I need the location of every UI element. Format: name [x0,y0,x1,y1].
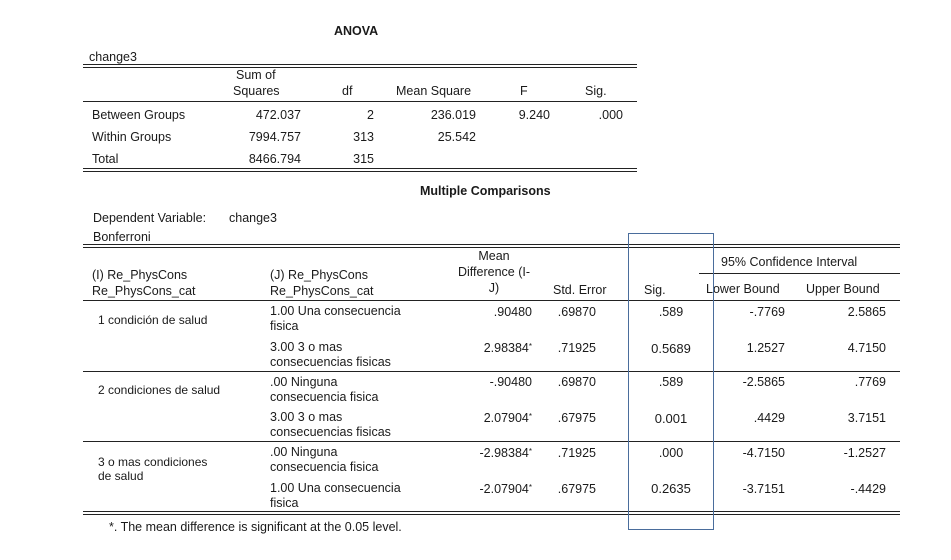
anova-cell-ss: 8466.794 [248,152,301,166]
anova-cell-ss: 7994.757 [248,130,301,144]
mc-cell-lower: -4.7150 [742,446,785,460]
mc-ci-rule [699,273,900,274]
anova-header-ss-2: Squares [233,84,280,98]
anova-bottom-rule-2 [83,171,637,172]
mc-cell-se: .67975 [557,411,596,425]
anova-header-ms: Mean Square [396,84,472,98]
mc-header-md-2: Difference (I- [457,265,530,279]
mc-cell-md: 2.98384 [483,341,529,355]
mc-cell-md: .90480 [493,305,532,319]
anova-variable: change3 [89,50,137,64]
mc-method: Bonferroni [93,230,151,244]
mc-j-label-2: consecuencias fisicas [270,355,391,369]
mc-cell-lower: -2.5865 [742,375,785,389]
anova-cell-df: 313 [353,130,374,144]
mc-cell-lower: 1.2527 [746,341,785,355]
mc-header-upper: Upper Bound [806,282,880,296]
mc-cell-upper: -1.2527 [843,446,886,460]
mc-header-se: Std. Error [553,283,607,297]
mc-cell-upper: .7769 [854,375,886,389]
mc-group-label-2: de salud [98,469,144,483]
mc-cell-lower: .4429 [753,411,785,425]
mc-header-i-1: (I) Re_PhysCons [92,268,188,282]
mc-cell-upper: 4.7150 [847,341,886,355]
mc-title: Multiple Comparisons [420,184,551,198]
mc-header-sig: Sig. [644,283,666,297]
anova-header-ss-1: Sum of [236,68,276,82]
anova-cell-sig: .000 [598,108,623,122]
mc-cell-sig: .589 [658,305,684,319]
mc-header-rule [83,300,900,301]
anova-header-sig: Sig. [585,84,607,98]
mc-cell-sig: .589 [658,375,684,389]
mc-j-label-1: 1.00 Una consecuencia [270,304,401,318]
mc-header-i-2: Re_PhysCons_cat [92,284,196,298]
mc-j-label-2: consecuencia fisica [270,390,379,404]
anova-header-f: F [520,84,528,98]
anova-row-label: Between Groups [92,108,186,122]
anova-row-label: Total [92,152,119,166]
mc-cell-se: .71925 [557,341,596,355]
mc-header-md-3: J) [488,281,500,295]
mc-cell-upper: 3.7151 [847,411,886,425]
mc-top-rule-2 [83,247,900,248]
mc-header-ci: 95% Confidence Interval [721,255,858,269]
mc-cell-sig: 0.2635 [651,481,691,496]
mc-cell-lower: -.7769 [749,305,785,319]
mc-j-label-1: .00 Ninguna [270,375,338,389]
mc-cell-sig: 0.001 [654,411,688,426]
anova-cell-ms: 236.019 [430,108,476,122]
mc-cell-se: .69870 [557,305,596,319]
anova-cell-f: 9.240 [518,108,550,122]
mc-group-rule [83,371,900,372]
mc-j-label-2: consecuencias fisicas [270,425,391,439]
anova-header-df: df [342,84,353,98]
mc-bottom-rule [83,511,900,512]
anova-top-rule [83,64,637,65]
mc-cell-md: -2.98384 [479,446,529,460]
mc-j-label-1: 3.00 3 o mas [270,340,343,354]
anova-bottom-rule [83,168,637,169]
mc-group-label: 3 o mas condiciones [98,455,208,469]
mc-header-md-1: Mean [478,249,510,263]
anova-header-rule [83,101,637,102]
significance-star: * [528,342,532,351]
mc-cell-sig: .000 [658,446,684,460]
mc-j-label-2: consecuencia fisica [270,460,379,474]
mc-dependent-label: Dependent Variable: [93,211,207,225]
mc-group-rule [83,441,900,442]
mc-cell-lower: -3.7151 [742,482,785,496]
mc-j-label-2: fisica [270,319,299,333]
mc-footnote: *. The mean difference is significant at the 0.05 level. [109,520,402,534]
mc-cell-upper: 2.5865 [847,305,886,319]
anova-row-label: Within Groups [92,130,172,144]
mc-cell-md: 2.07904 [483,411,529,425]
mc-dependent-value: change3 [229,211,277,225]
mc-bottom-rule-2 [83,514,900,515]
mc-j-label-1: 3.00 3 o mas [270,410,343,424]
significance-star: * [528,412,532,421]
significance-star: * [528,483,532,492]
mc-cell-upper: -.4429 [850,482,886,496]
mc-group-label: 2 condiciones de salud [98,383,221,397]
anova-cell-ss: 472.037 [255,108,301,122]
sig-column-highlight [628,233,714,530]
mc-group-label: 1 condición de salud [98,313,208,327]
mc-top-rule [83,244,900,245]
mc-header-lower: Lower Bound [706,282,780,296]
mc-header-j-2: Re_PhysCons_cat [270,284,374,298]
mc-cell-se: .71925 [557,446,596,460]
mc-header-j-1: (J) Re_PhysCons [270,268,368,282]
mc-cell-md: -2.07904 [479,482,529,496]
mc-cell-se: .69870 [557,375,596,389]
mc-j-label-1: 1.00 Una consecuencia [270,481,401,495]
mc-cell-md: -.90480 [489,375,532,389]
anova-cell-df: 2 [367,108,374,122]
anova-cell-df: 315 [353,152,374,166]
anova-cell-ms: 25.542 [437,130,476,144]
anova-title: ANOVA [334,24,379,38]
significance-star: * [528,447,532,456]
mc-j-label-1: .00 Ninguna [270,445,338,459]
mc-cell-se: .67975 [557,482,596,496]
mc-cell-sig: 0.5689 [651,341,691,356]
anova-top-rule-2 [83,67,637,68]
mc-j-label-2: fisica [270,496,299,510]
